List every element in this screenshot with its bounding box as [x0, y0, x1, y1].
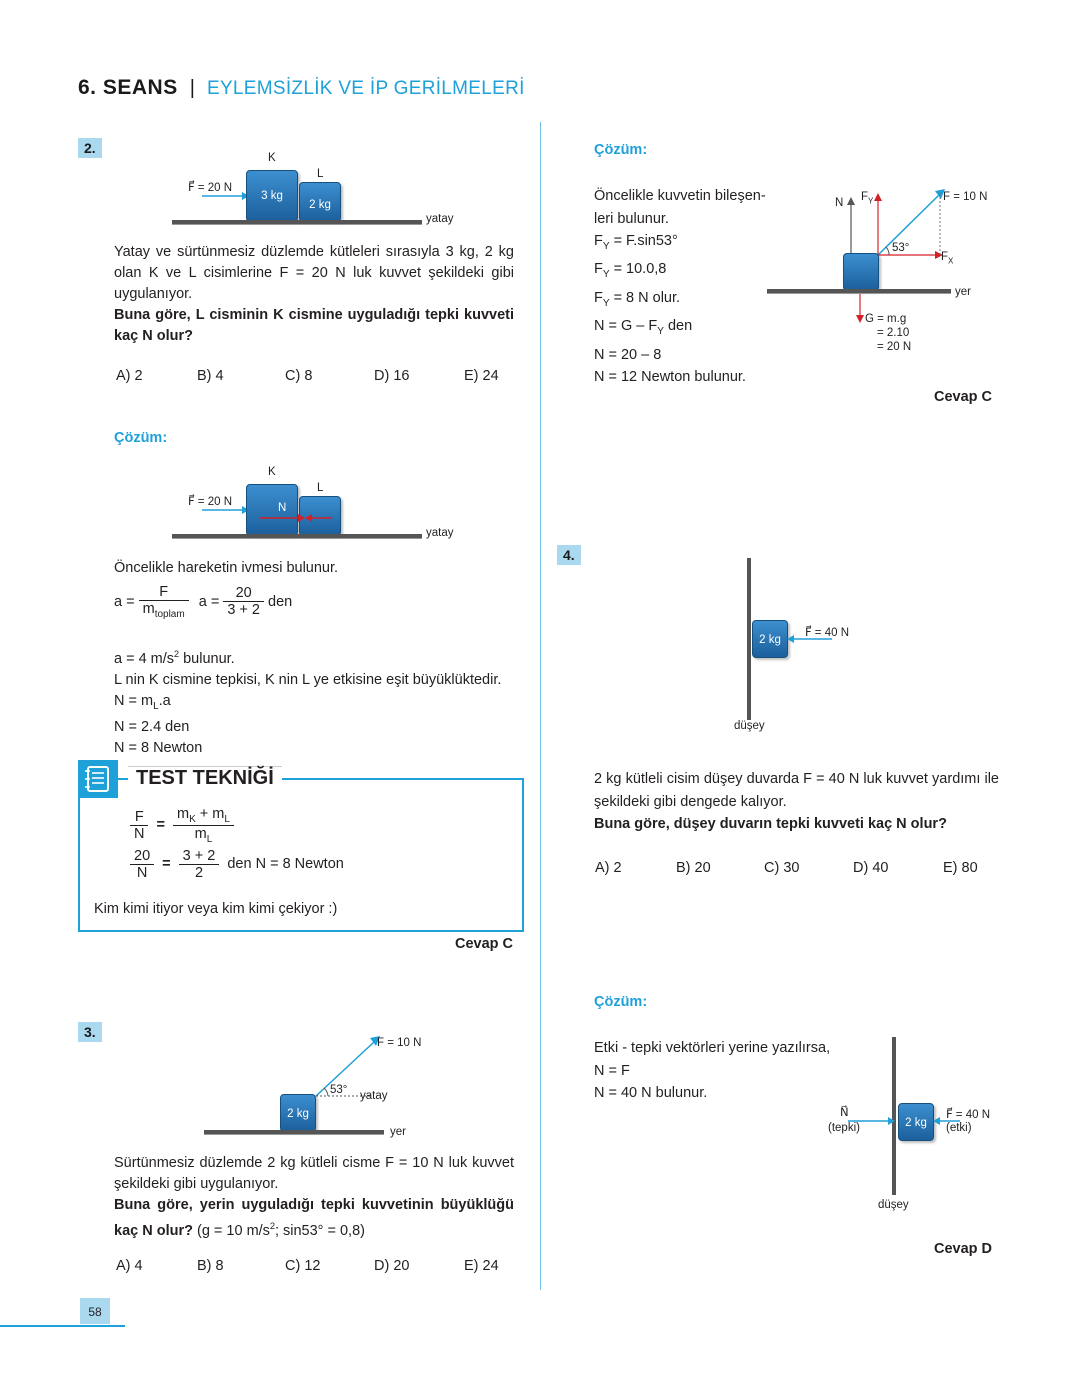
- fraction: [179, 848, 220, 881]
- q3-figure: [200, 1030, 500, 1142]
- solution-line: [594, 230, 766, 258]
- q3-solution-title: Çözüm:: [594, 142, 648, 158]
- notebook-icon-glyph: [78, 760, 118, 798]
- sub: toplam: [154, 608, 185, 620]
- section-title: EYLEMSİZLİK VE İP GERİLMELERİ: [206, 78, 525, 99]
- ground-label: yer: [955, 286, 971, 298]
- force-label: F⃗ = 20 N: [188, 496, 233, 508]
- denominator: [139, 601, 189, 620]
- column-divider: [540, 122, 541, 1290]
- solution-line: N = 2.4 den: [114, 718, 190, 735]
- force-label: F⃗ = 40 N: [946, 1109, 991, 1121]
- t: .a: [158, 692, 171, 709]
- force-arrow-icon: [200, 504, 250, 516]
- option-d[interactable]: D) 40: [853, 860, 889, 876]
- solution-line: [594, 315, 766, 343]
- question-number-4: 4.: [557, 545, 581, 565]
- solution-line: Öncelikle hareketin ivmesi bulunur.: [114, 560, 339, 576]
- accel-result: [114, 644, 501, 670]
- block-2kg: 2 kg: [898, 1103, 934, 1141]
- wall: [747, 558, 751, 720]
- solution-line: N = F: [594, 1062, 630, 1079]
- solution-line: Etki - tepki vektörleri yerine yazılırsa,: [594, 1040, 831, 1056]
- sup: 2: [269, 1221, 275, 1231]
- action-label: (etki): [946, 1122, 972, 1134]
- normal-label: N: [835, 197, 844, 209]
- solution-line: leri bulunur.: [594, 210, 669, 227]
- block-k: [246, 484, 298, 536]
- den: den: [268, 593, 293, 610]
- numerator: F: [139, 584, 189, 601]
- solution-line: L nin K cismine tepkisi, K nin L ye etkisine eşit büyüklüktedir.: [114, 671, 502, 688]
- horizontal-label: yatay: [360, 1090, 388, 1102]
- sub: L: [153, 700, 159, 712]
- q4-solution-figure: [820, 1037, 1000, 1217]
- option-d[interactable]: D) 16: [374, 368, 410, 384]
- q3-options: [116, 1258, 516, 1278]
- denominator: [173, 826, 234, 845]
- answer-q4: Cevap D: [934, 1241, 993, 1257]
- q4-text: [594, 768, 999, 836]
- block-l: 2 kg: [299, 182, 341, 222]
- accel-formula: [114, 584, 292, 620]
- t: = 8 N olur.: [613, 289, 681, 306]
- question-number-3: 3.: [78, 1022, 102, 1042]
- option-e[interactable]: E) 80: [943, 860, 978, 876]
- footer-line: [0, 1325, 125, 1327]
- label-k: K: [268, 152, 276, 164]
- f: F: [594, 261, 603, 278]
- q2-question: Buna göre, L cisminin K cismine uyguladığı tepki kuvveti kaç N olur?: [114, 307, 514, 344]
- tt-formula-2: [130, 848, 344, 881]
- sub: Y: [602, 240, 610, 252]
- q3-solution-lines: [594, 185, 766, 389]
- numerator: 3 + 2: [179, 848, 220, 865]
- fx-label: [941, 251, 953, 265]
- sub: L: [224, 813, 230, 825]
- a-eq2: a =: [198, 593, 220, 610]
- option-e[interactable]: E) 24: [464, 1258, 499, 1274]
- m: m: [142, 601, 155, 617]
- t: N = m: [114, 692, 154, 709]
- wall-label: düşey: [878, 1199, 909, 1211]
- fraction: [139, 584, 189, 620]
- solution-line: [594, 258, 766, 286]
- option-e[interactable]: E) 24: [464, 368, 499, 384]
- wall-label: düşey: [734, 720, 765, 732]
- normal-label: N: [278, 502, 287, 514]
- surface-label: yatay: [426, 213, 454, 225]
- force-arrow-icon: [200, 190, 250, 202]
- option-a[interactable]: A) 2: [116, 368, 143, 384]
- option-b[interactable]: B) 20: [676, 860, 711, 876]
- f: F: [594, 233, 603, 249]
- m: m: [177, 806, 190, 822]
- surface-label: yatay: [426, 527, 454, 539]
- ground-label: yer: [390, 1126, 406, 1138]
- q2-solution-lines: [114, 644, 501, 759]
- q2-text: [114, 242, 514, 347]
- numerator: 20: [130, 848, 154, 865]
- denominator: N: [136, 865, 148, 881]
- ground-line: [172, 220, 422, 225]
- force-label: F⃗ = 40 N: [805, 627, 850, 639]
- label-l: L: [317, 168, 324, 180]
- sub: L: [206, 833, 213, 845]
- f: F: [594, 289, 603, 306]
- t: a = 4 m/s: [114, 650, 175, 667]
- fy-label: [861, 191, 873, 205]
- normal-label: N⃗: [840, 1107, 849, 1119]
- sub: X: [948, 256, 954, 266]
- solution-line: Öncelikle kuvvetin bileşen-: [594, 188, 766, 204]
- q2-figure: [170, 150, 460, 230]
- option-c[interactable]: C) 8: [285, 368, 313, 384]
- angle-label: 53°: [330, 1084, 348, 1096]
- numerator: [173, 806, 234, 826]
- force-label: F = 10 N: [377, 1037, 422, 1049]
- q2-statement: Yatay ve sürtünmesiz düzlemde kütleleri sırasıyla 3 kg, 2 kg olan K ve L cisimlerine F = 20 N luk kuvvet şekildeki gibi uygulanıyor.: [114, 244, 514, 302]
- sub: Y: [602, 269, 610, 281]
- ground-line: [172, 534, 422, 539]
- header-separator: |: [189, 77, 195, 99]
- q3-text: [114, 1153, 514, 1242]
- option-c[interactable]: C) 12: [285, 1258, 321, 1274]
- t: = 10.0,8: [613, 261, 667, 278]
- tt-formula-1: [130, 806, 234, 845]
- q3-statement: Sürtünmesiz düzlemde 2 kg kütleli cisme F = 10 N luk kuvvet şekildeki gibi uygulanıyor.: [114, 1155, 514, 1192]
- plus: + m: [195, 806, 225, 822]
- numerator: F: [130, 809, 148, 826]
- f: F: [861, 191, 869, 203]
- force-label: F = 10 N: [943, 191, 988, 203]
- option-c[interactable]: C) 30: [764, 860, 800, 876]
- reaction-label: (tepki): [828, 1122, 860, 1134]
- q3-question: Buna göre, yerin uyguladığı tepki kuvvetinin büyüklüğü kaç N olur?: [114, 1197, 514, 1239]
- solution-line: N = 20 – 8: [594, 346, 662, 363]
- result: den N = 8 Newton: [227, 856, 344, 873]
- t: = F.sin53°: [613, 233, 678, 249]
- denominator: 3 + 2: [227, 602, 260, 619]
- q4-figure: [730, 558, 890, 738]
- block-2kg: 2 kg: [280, 1094, 316, 1132]
- q2-options: [116, 368, 516, 388]
- solution-line: [114, 691, 501, 717]
- denominator: 2: [194, 865, 204, 881]
- q2-solution-title: Çözüm:: [114, 430, 168, 446]
- denominator: N: [134, 825, 145, 842]
- f: F: [941, 251, 949, 263]
- option-d[interactable]: D) 20: [374, 1258, 410, 1274]
- session-number: 6. SEANS: [78, 76, 178, 99]
- option-b[interactable]: B) 8: [197, 1258, 224, 1274]
- t: N = G – F: [594, 318, 658, 335]
- sub: K: [189, 813, 196, 825]
- block-k: 3 kg: [246, 170, 298, 222]
- numerator: 20: [223, 585, 264, 602]
- q4-solution-lines: [594, 1037, 830, 1105]
- eq: =: [156, 817, 165, 834]
- q2-solution-figure: [170, 464, 460, 544]
- block-2kg: 2 kg: [752, 620, 788, 658]
- tt-note: Kim kimi itiyor veya kim kimi çekiyor :): [94, 901, 338, 917]
- reaction-arrows-icon: [256, 512, 336, 524]
- label-l: L: [317, 482, 324, 494]
- sub: Y: [602, 297, 610, 309]
- eq: =: [162, 856, 171, 873]
- q4-solution-title: Çözüm:: [594, 994, 648, 1010]
- option-a[interactable]: A) 2: [595, 860, 622, 876]
- q4-statement: 2 kg kütleli cisim düşey duvarda F = 40 N luk kuvvet yardımı ile şekildeki gibi dengede kalıyor.: [594, 771, 999, 810]
- m: m: [194, 825, 207, 842]
- sub: Y: [868, 196, 874, 206]
- t: den: [663, 318, 693, 335]
- fraction: [173, 806, 234, 845]
- q3-solution-figure: [765, 185, 995, 360]
- test-technique-title: TEST TEKNİĞİ: [128, 766, 282, 790]
- label-k: K: [268, 466, 276, 478]
- page-number: 58: [80, 1298, 110, 1324]
- page-header: [78, 76, 525, 100]
- a-eq: a =: [114, 593, 135, 610]
- weight-label: = 20 N: [877, 341, 912, 353]
- solution-line: N = 12 Newton bulunur.: [594, 369, 746, 386]
- q4-question: Buna göre, düşey duvarın tepki kuvveti kaç N olur?: [594, 816, 947, 832]
- t: bulunur.: [179, 650, 235, 667]
- fraction: [130, 809, 148, 842]
- option-a[interactable]: A) 4: [116, 1258, 143, 1274]
- fraction: [223, 585, 264, 618]
- option-b[interactable]: B) 4: [197, 368, 224, 384]
- question-number-2: 2.: [78, 138, 102, 158]
- fraction: [130, 848, 154, 881]
- sub: Y: [657, 326, 664, 338]
- given: ; sin53° = 0,8): [274, 1222, 365, 1239]
- ground-line: [204, 1130, 384, 1135]
- given: (g = 10 m/s: [192, 1222, 270, 1239]
- q4-options: [595, 860, 995, 880]
- solution-line: N = 40 N bulunur.: [594, 1085, 708, 1101]
- angle-label: 53°: [892, 242, 910, 254]
- weight-label: G = m.g: [865, 313, 907, 325]
- solution-line: N = 8 Newton: [114, 739, 203, 756]
- answer-q2: Cevap C: [455, 936, 514, 952]
- sup: 2: [174, 649, 180, 659]
- force-label: F⃗ = 20 N: [188, 182, 233, 194]
- solution-line: [594, 287, 766, 315]
- ground-line: [767, 289, 951, 294]
- notebook-icon: [78, 760, 118, 798]
- weight-label: = 2.10: [877, 327, 910, 339]
- block-2kg: [843, 253, 879, 291]
- answer-q3: Cevap C: [934, 389, 993, 405]
